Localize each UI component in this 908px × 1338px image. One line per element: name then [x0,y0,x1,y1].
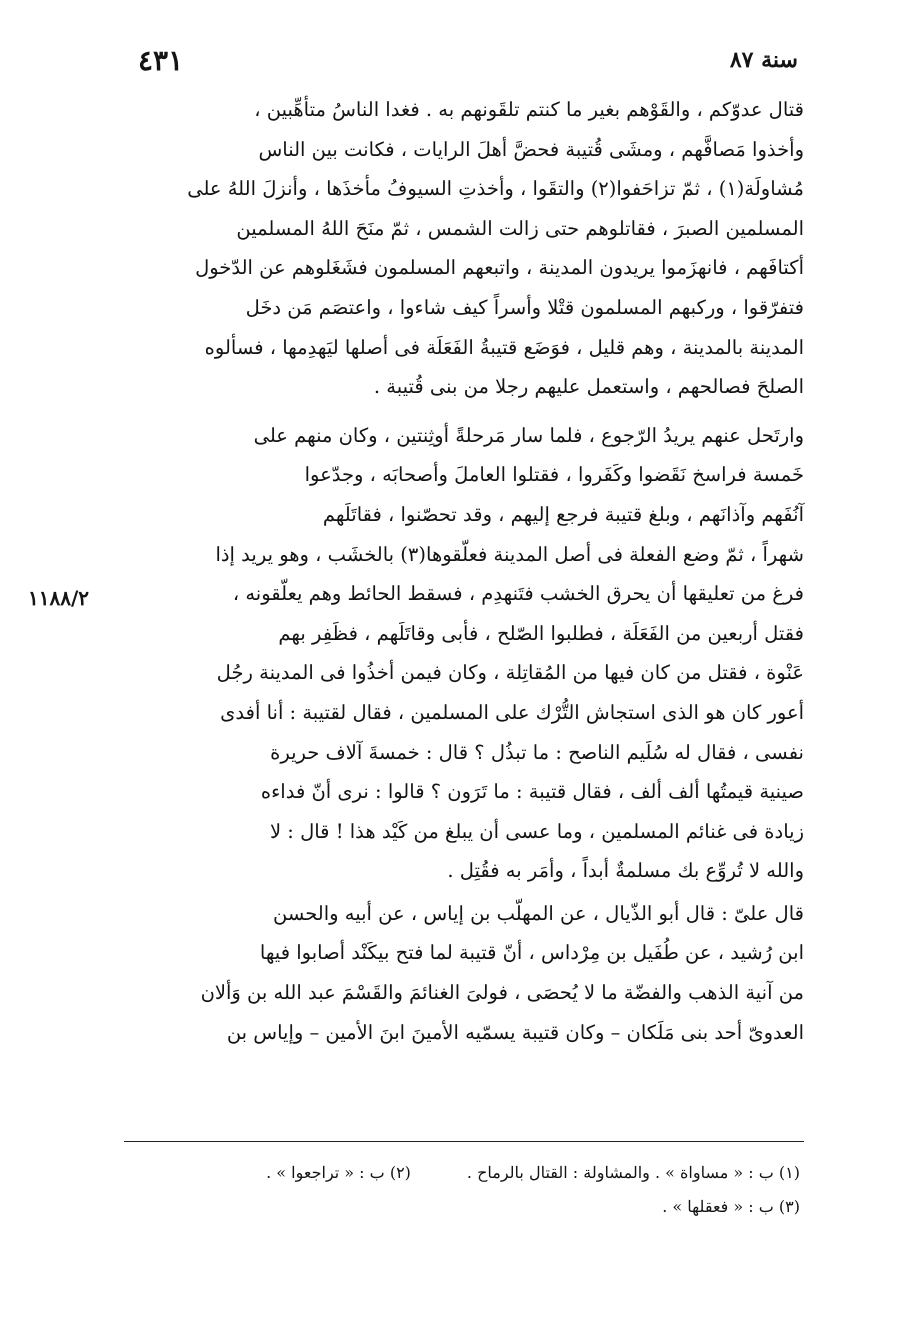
text-line: نفسى ، فقال له سُلَيم الناصح : ما تبذُل ؟ قال : خمسةَ آلاف حريرة [270,740,804,764]
text-line: قال علىّ : قال أبو الذّيال ، عن المهلّب بن إياس ، عن أبيه والحسن [272,901,804,925]
footnote-marker: (٣) [778,1197,800,1216]
text-line: فتفرّقوا ، وركبهم المسلمون قتْلا وأسراً كيف شاءوا ، واعتصَم مَن دخَل [245,295,804,319]
text-line: أعور كان هو الذى استجاش التُّرْك على المسلمين ، فقال لقتيبة : أنا أفدى [220,700,804,724]
paragraph-2 [132,416,804,891]
page-header [138,40,798,80]
text-line: المدينة بالمدينة ، وهم قليل ، فوَضَع قتيبةُ الفَعَلَة فى أصلها ليَهدِمها ، فسألوه [204,335,804,359]
text-line: صينية قيمتُها ألف ألف ، فقال قتيبة : ما تَرَون ؟ قالوا : نرى أنّ فداءه [260,780,804,804]
body-text [132,90,804,1052]
footnote-marker: (١) [778,1163,800,1182]
text-line: المسلمين الصبرَ ، فقاتلوهم حتى زالت الشمس ، ثمّ منَحَ اللهُ المسلمين [236,216,804,240]
text-line: خَمسة فراسخ نَقَضوا وكَفَروا ، فقتلوا العاملَ وأصحابَه ، وجدّعوا [304,463,804,487]
page-number: ٤٣١ [138,43,184,77]
text-line: آنُفَهم وآذانَهم ، وبلغ قتيبة فرجع إليهم ، وقد تحصّنوا ، فقاتَلَهم [322,502,804,526]
text-line: فرغ من تعليقها أن يحرق الخشب فتَنهدِم ، فسقط الحائط وهم يعلّقونه ، [232,582,804,606]
text-line: وأخذوا مَصافَّهم ، ومشَى قُتيبة فحضَّ أهلَ الرايات ، فكانت بين الناس [258,137,804,161]
text-line: شهراً ، ثمّ وضع الفعلة فى أصل المدينة فعلّقوها(٣) بالخشَب ، وهو يريد إذا [215,542,804,566]
paragraph-1 [132,90,804,407]
footnote-text: ب : « فعقلها » . [662,1197,774,1216]
footnote-1 [467,1156,800,1190]
text-line: مُشاولَة(١) ، ثمّ تزاحَفوا(٢) والتقَوا ، وأخذتِ السيوفُ مأخذَها ، وأنزلَ اللهُ على [187,177,804,201]
text-line: من آنية الذهب والفضّة ما لا يُحصَى ، فولىَ الغنائمَ والقَسْمَ عبد الله بن وَألان [200,981,804,1005]
paragraph-3 [132,894,804,1052]
text-line: فقتل أربعين من الفَعَلَة ، فطلبوا الصّلح ، فأبى وقاتَلَهم ، فظَفِر بهم [278,621,804,645]
text-line: ابن رُشيد ، عن طُفَيل بن مِرْداس ، أنّ قتيبة لما فتح بيكَنْد أصابوا فيها [259,941,804,965]
footnote-2 [266,1156,411,1190]
text-line: أكتافَهم ، فانهزَموا يريدون المدينة ، واتبعهم المسلمون فشَغَلوهم عن الدّخول [195,256,804,280]
margin-reference: ١١٨٨/٢ [28,586,90,610]
text-line: زيادة فى غنائم المسلمين ، وما عسى أن يبلغ من كَيْد هذا ! قال : لا [269,819,804,843]
footnote-marker: (٢) [389,1163,411,1182]
footnote-text: ب : « تراجعوا » . [266,1163,385,1182]
text-line: الصلحَ فصالحهم ، واستعمل عليهم رجلا من بنى قُتيبة . [373,375,804,399]
text-line: عَنْوة ، فقتل من كان فيها من المُقاتِلة ، وكان فيمن أخذُوا فى المدينة رجُل [216,661,804,685]
footnotes [200,1156,800,1224]
text-line: العدوىّ أحد بنى مَلَكان – وكان قتيبة يسمّيه الأمينَ ابنَ الأمين – وإياس بن [226,1020,804,1044]
footnote-3 [662,1190,800,1224]
text-line: قتال عدوّكم ، والقَوْهم بغير ما كنتم تلقَونهم به . فغدا الناسُ متأهِّبين ، [254,98,804,121]
year-label: سنة ٨٧ [729,47,798,73]
text-line: وارتَحل عنهم يريدُ الرّجوع ، فلما سار مَرحلةً أوثِنتين ، وكان منهم على [253,423,804,447]
footnote-divider [124,1141,804,1142]
footnote-row [200,1156,800,1190]
footnote-text: ب : « مساواة » . والمشاولة : القتال بالرماح . [466,1163,774,1182]
footnote-row [200,1190,800,1224]
text-line: والله لا تُروِّع بك مسلمةٌ أبداً ، وأمَر به فقُتِل . [447,859,804,883]
